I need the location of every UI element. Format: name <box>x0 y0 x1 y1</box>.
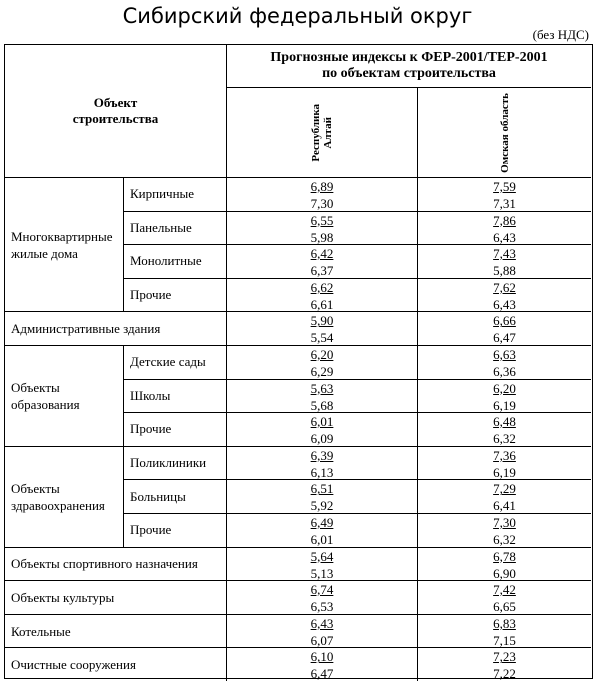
value-cell-omsk <box>417 547 591 581</box>
forecast-index-value: 6,66 <box>493 313 516 329</box>
value-cell-omsk <box>417 379 591 413</box>
group-label: Котельные <box>5 614 226 648</box>
forecast-index-value-2: 6,09 <box>310 431 334 447</box>
value-cell-altai <box>226 379 417 413</box>
forecast-index-value: 6,48 <box>493 414 516 430</box>
forecast-index-value: 5,63 <box>310 380 334 396</box>
value-cell-altai <box>226 647 417 681</box>
forecast-index-value-2: 6,29 <box>310 364 334 379</box>
forecast-index-value-2: 6,32 <box>493 532 516 547</box>
forecast-index-value-2: 5,54 <box>310 330 334 346</box>
value-cell-altai <box>226 412 417 446</box>
subgroup-label: Прочие <box>123 278 226 312</box>
subgroup-label: Школы <box>123 379 226 413</box>
group-label: Объекты здравоохранения <box>5 446 123 547</box>
forecast-index-value-2: 7,30 <box>310 196 334 211</box>
subgroup-label: Панельные <box>123 211 226 245</box>
forecast-index-value-2: 6,37 <box>310 263 334 279</box>
forecast-index-value: 7,29 <box>493 481 516 497</box>
forecast-index-value-2: 7,15 <box>493 632 516 648</box>
subgroup-label: Прочие <box>123 412 226 446</box>
forecast-index-value: 7,43 <box>493 246 516 262</box>
forecast-index-value: 6,74 <box>310 582 334 598</box>
value-cell-omsk <box>417 479 591 513</box>
header-region-omsk <box>417 87 591 177</box>
forecast-index-value: 6,51 <box>310 481 334 497</box>
forecast-index-value-2: 6,43 <box>493 296 516 312</box>
forecast-index-value-2: 6,32 <box>493 431 516 447</box>
value-cell-omsk <box>417 311 591 345</box>
forecast-index-value: 6,10 <box>310 649 334 665</box>
forecast-index-value: 7,86 <box>493 212 516 228</box>
value-cell-omsk <box>417 580 591 614</box>
forecast-index-value-2: 5,13 <box>310 565 334 581</box>
forecast-index-value: 7,23 <box>493 649 516 665</box>
forecast-index-value-2: 6,19 <box>493 397 516 413</box>
forecast-index-value-2: 6,41 <box>493 498 516 514</box>
forecast-index-value: 5,64 <box>310 548 334 564</box>
group-label: Объекты образования <box>5 345 123 446</box>
forecast-index-value-2: 6,13 <box>310 464 334 480</box>
group-label: Административные здания <box>5 311 226 345</box>
forecast-index-value-2: 6,61 <box>310 296 334 312</box>
value-cell-altai <box>226 278 417 312</box>
group-label: Объекты спортивного назначения <box>5 547 226 581</box>
forecast-index-value: 6,42 <box>310 246 334 262</box>
forecast-index-value-2: 7,22 <box>493 666 516 682</box>
value-cell-omsk <box>417 278 591 312</box>
value-cell-altai <box>226 345 417 379</box>
header-region-altai <box>226 87 417 177</box>
forecast-index-value-2: 7,31 <box>493 196 516 211</box>
subgroup-label: Кирпичные <box>123 177 226 211</box>
value-cell-omsk <box>417 345 591 379</box>
forecast-index-value-2: 5,98 <box>310 229 334 245</box>
forecast-index-value: 7,42 <box>493 582 516 598</box>
forecast-index-value-2: 6,19 <box>493 464 516 480</box>
forecast-index-value: 6,83 <box>493 615 516 631</box>
forecast-index-value-2: 6,36 <box>493 364 516 379</box>
forecast-index-value-2: 6,01 <box>310 532 334 547</box>
index-table <box>4 44 593 682</box>
subgroup-label: Поликлиники <box>123 446 226 480</box>
value-cell-omsk <box>417 412 591 446</box>
forecast-index-value: 6,63 <box>493 347 516 362</box>
value-cell-altai <box>226 513 417 547</box>
value-cell-altai <box>226 479 417 513</box>
value-cell-omsk <box>417 211 591 245</box>
group-label: Объекты культуры <box>5 580 226 614</box>
forecast-index-value: 7,62 <box>493 279 516 295</box>
forecast-index-value-2: 6,07 <box>310 632 334 648</box>
group-label: Многоквартирные жилые дома <box>5 177 123 311</box>
subgroup-label: Больницы <box>123 479 226 513</box>
forecast-index-value: 6,89 <box>310 179 334 194</box>
value-cell-omsk <box>417 614 591 648</box>
value-cell-altai <box>226 211 417 245</box>
group-label: Очистные сооружения <box>5 647 226 681</box>
forecast-index-value: 5,90 <box>310 313 334 329</box>
forecast-index-value: 7,30 <box>493 515 516 530</box>
value-cell-omsk <box>417 513 591 547</box>
forecast-index-value-2: 5,68 <box>310 397 334 413</box>
forecast-index-value-2: 6,90 <box>493 565 516 581</box>
forecast-index-value: 6,78 <box>493 548 516 564</box>
value-cell-altai <box>226 446 417 480</box>
header-indices: Прогнозные индексы к ФЕР-2001/ТЕР-2001 по объектам строительства <box>226 45 591 87</box>
value-cell-omsk <box>417 446 591 480</box>
value-cell-altai <box>226 311 417 345</box>
value-cell-altai <box>226 547 417 581</box>
forecast-index-value-2: 6,47 <box>310 666 334 682</box>
value-cell-altai <box>226 244 417 278</box>
value-cell-altai <box>226 177 417 211</box>
forecast-index-value: 6,20 <box>493 380 516 396</box>
value-cell-altai <box>226 580 417 614</box>
header-object: Объект строительства <box>72 95 159 126</box>
subgroup-label: Прочие <box>123 513 226 547</box>
forecast-index-value: 6,62 <box>310 279 334 295</box>
forecast-index-value-2: 6,47 <box>493 330 516 346</box>
header-region-omsk-label: Омская область <box>498 92 511 173</box>
forecast-index-value: 6,39 <box>310 447 334 463</box>
page-title: Сибирский федеральный округ <box>122 4 473 28</box>
forecast-index-value-2: 6,53 <box>310 599 334 615</box>
forecast-index-value: 6,49 <box>310 515 334 530</box>
forecast-index-value: 6,55 <box>310 212 334 228</box>
forecast-index-value: 6,43 <box>310 615 334 631</box>
forecast-index-value: 6,20 <box>310 347 334 362</box>
forecast-index-value-2: 5,88 <box>493 263 516 279</box>
forecast-index-value: 7,59 <box>493 179 516 194</box>
subgroup-label: Монолитные <box>123 244 226 278</box>
vat-note: (без НДС) <box>532 27 589 42</box>
forecast-index-value: 6,01 <box>310 414 334 430</box>
value-cell-altai <box>226 614 417 648</box>
value-cell-omsk <box>417 647 591 681</box>
forecast-index-value-2: 5,92 <box>310 498 334 514</box>
forecast-index-value: 7,36 <box>493 447 516 463</box>
header-region-altai-label: Республика Алтай <box>310 103 334 162</box>
value-cell-omsk <box>417 177 591 211</box>
forecast-index-value-2: 6,43 <box>493 229 516 245</box>
value-cell-omsk <box>417 244 591 278</box>
forecast-index-value-2: 6,65 <box>493 599 516 615</box>
subgroup-label: Детские сады <box>123 345 226 379</box>
